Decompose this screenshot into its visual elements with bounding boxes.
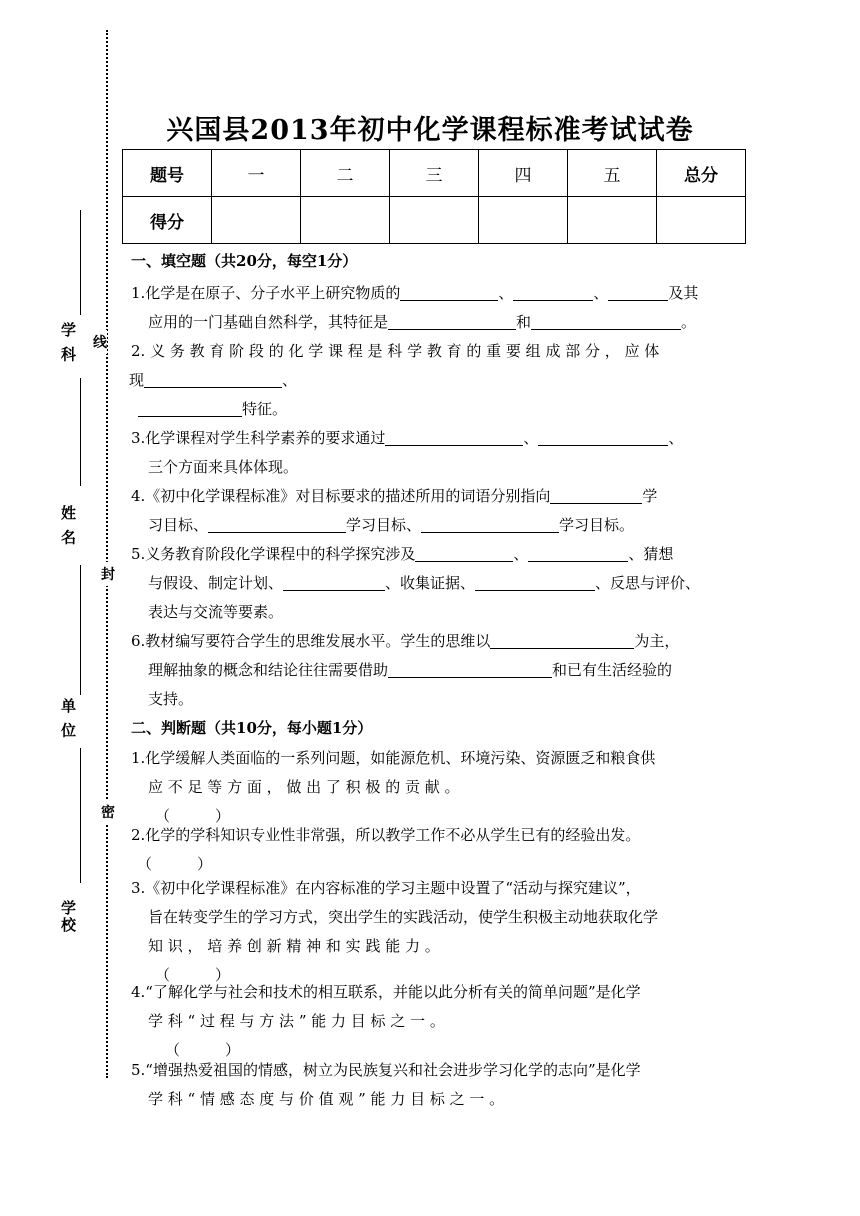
score-header-cell: 三 <box>390 150 479 197</box>
answer-paren[interactable]: （ ） <box>165 1041 241 1059</box>
answer-paren[interactable]: （ ） <box>137 855 213 873</box>
score-header-cell: 总分 <box>657 150 746 197</box>
answer-blank[interactable] <box>385 428 523 446</box>
answer-blank[interactable] <box>421 515 559 533</box>
answer-blank[interactable] <box>388 660 552 678</box>
s1-question-4: 4.《初中化学课程标准》对目标要求的描述所用的词语分别指向 学 习目标、 学习目标、 学习目标。 <box>131 487 658 534</box>
score-cell[interactable] <box>568 197 657 244</box>
score-cell[interactable] <box>657 197 746 244</box>
section1-heading: 一、填空题（共20分，每空1分） <box>131 252 358 270</box>
answer-blank[interactable] <box>490 631 634 649</box>
score-table-score-row <box>123 197 746 244</box>
s1-question-6: 6.教材编写要符合学生的思维发展水平。学生的思维以 为主， 理解抽象的概念和结论往往需要借助 和已有生活经验的 支持。 <box>131 632 680 708</box>
s1-question-1: 1.化学是在原子、分子水平上研究物质的 、 、 及其 应用的一门基础自然科学，其特征是 和 。 <box>131 284 699 331</box>
bind-mark-secret: 密 <box>101 800 115 824</box>
s2-question-3: 3.《初中化学课程标准》在内容标准的学习主题中设置了“活动与探究建议”， 旨在转变学生的学习方式，突出学生的实践活动，使学生积极主动地获取化学 知 识 ， 培 养 创 新 精 神 和 实 践 能 力 。 （ ） <box>131 874 731 990</box>
answer-paren[interactable]: （ ） <box>155 966 231 984</box>
answer-blank[interactable] <box>144 370 282 388</box>
score-cell[interactable] <box>212 197 301 244</box>
answer-blank[interactable] <box>400 283 498 301</box>
unit-label: 单 位 <box>59 698 77 740</box>
answer-blank[interactable] <box>528 544 628 562</box>
answer-blank[interactable] <box>531 312 681 330</box>
s1-question-2: 2. 义 务 教 育 阶 段 的 化 学 课 程 是 科 学 教 育 的 重 要 组 成 部 分 ， 应 体 现 、 特征。 <box>129 342 660 418</box>
score-row-label: 得分 <box>123 197 212 244</box>
section2-heading: 二、判断题（共10分，每小题1分） <box>131 719 373 737</box>
s2-question-5: 5.“增强热爱祖国的情感，树立为民族复兴和社会进步学习化学的志向”是化学 学 科 “ 情 感 态 度 与 价 值 观 ” 能 力 目 标 之 一 。 <box>131 1061 641 1108</box>
answer-blank[interactable] <box>550 486 642 504</box>
answer-blank[interactable] <box>475 573 595 591</box>
answer-blank[interactable] <box>388 312 516 330</box>
binding-dotted-line <box>106 30 108 1078</box>
answer-paren[interactable]: （ ） <box>155 807 231 825</box>
bind-mark-seal: 封 <box>101 562 115 586</box>
name-label: 姓 名 <box>59 505 77 547</box>
answer-blank[interactable] <box>283 573 385 591</box>
score-header-cell: 一 <box>212 150 301 197</box>
s2-question-2: 2.化学的学科知识专业性非常强，所以教学工作不必从学生已有的经验出发。 （ ） <box>131 821 731 879</box>
score-header-cell: 题号 <box>123 150 212 197</box>
name-fill-line <box>80 565 81 695</box>
unit-fill-line <box>80 748 81 883</box>
s1-question-3: 3.化学课程对学生科学素养的要求通过 、 、 三个方面来具体体现。 <box>131 429 684 476</box>
score-cell[interactable] <box>301 197 390 244</box>
answer-blank[interactable] <box>208 515 346 533</box>
score-header-cell: 五 <box>568 150 657 197</box>
s1-question-5: 5.义务教育阶段化学课程中的科学探究涉及 、 、猜想 与假设、制定计划、 、收集证据、 、反思与评价、 表达与交流等要素。 <box>131 545 701 621</box>
score-cell[interactable] <box>390 197 479 244</box>
school-label: 学校 <box>59 900 77 934</box>
answer-blank[interactable] <box>138 399 242 417</box>
s2-question-4: 4.“了解化学与社会和技术的相互联系，并能以此分析有关的简单问题”是化学 学 科 “ 过 程 与 方 法 ” 能 力 目 标 之 一 。 （ ） <box>131 978 731 1065</box>
bind-mark-line: 线 <box>93 330 107 354</box>
answer-blank[interactable] <box>513 283 593 301</box>
subject-fill-line <box>80 210 81 315</box>
score-table-header-row <box>123 150 746 197</box>
s2-question-1: 1.化学缓解人类面临的一系列问题，如能源危机、环境污染、资源匮乏和粮食供 应 不 足 等 方 面 ， 做 出 了 积 极 的 贡 献 。 （ ） <box>131 744 731 831</box>
exam-title: 兴国县2013年初中化学课程标准考试试卷 <box>166 115 694 146</box>
score-header-cell: 四 <box>479 150 568 197</box>
score-table <box>122 149 746 244</box>
score-header-cell: 二 <box>301 150 390 197</box>
answer-blank[interactable] <box>538 428 668 446</box>
answer-blank[interactable] <box>608 283 668 301</box>
subject-label: 学 科 <box>59 322 77 364</box>
subject-fill-line-2 <box>80 378 81 486</box>
score-cell[interactable] <box>479 197 568 244</box>
answer-blank[interactable] <box>415 544 513 562</box>
